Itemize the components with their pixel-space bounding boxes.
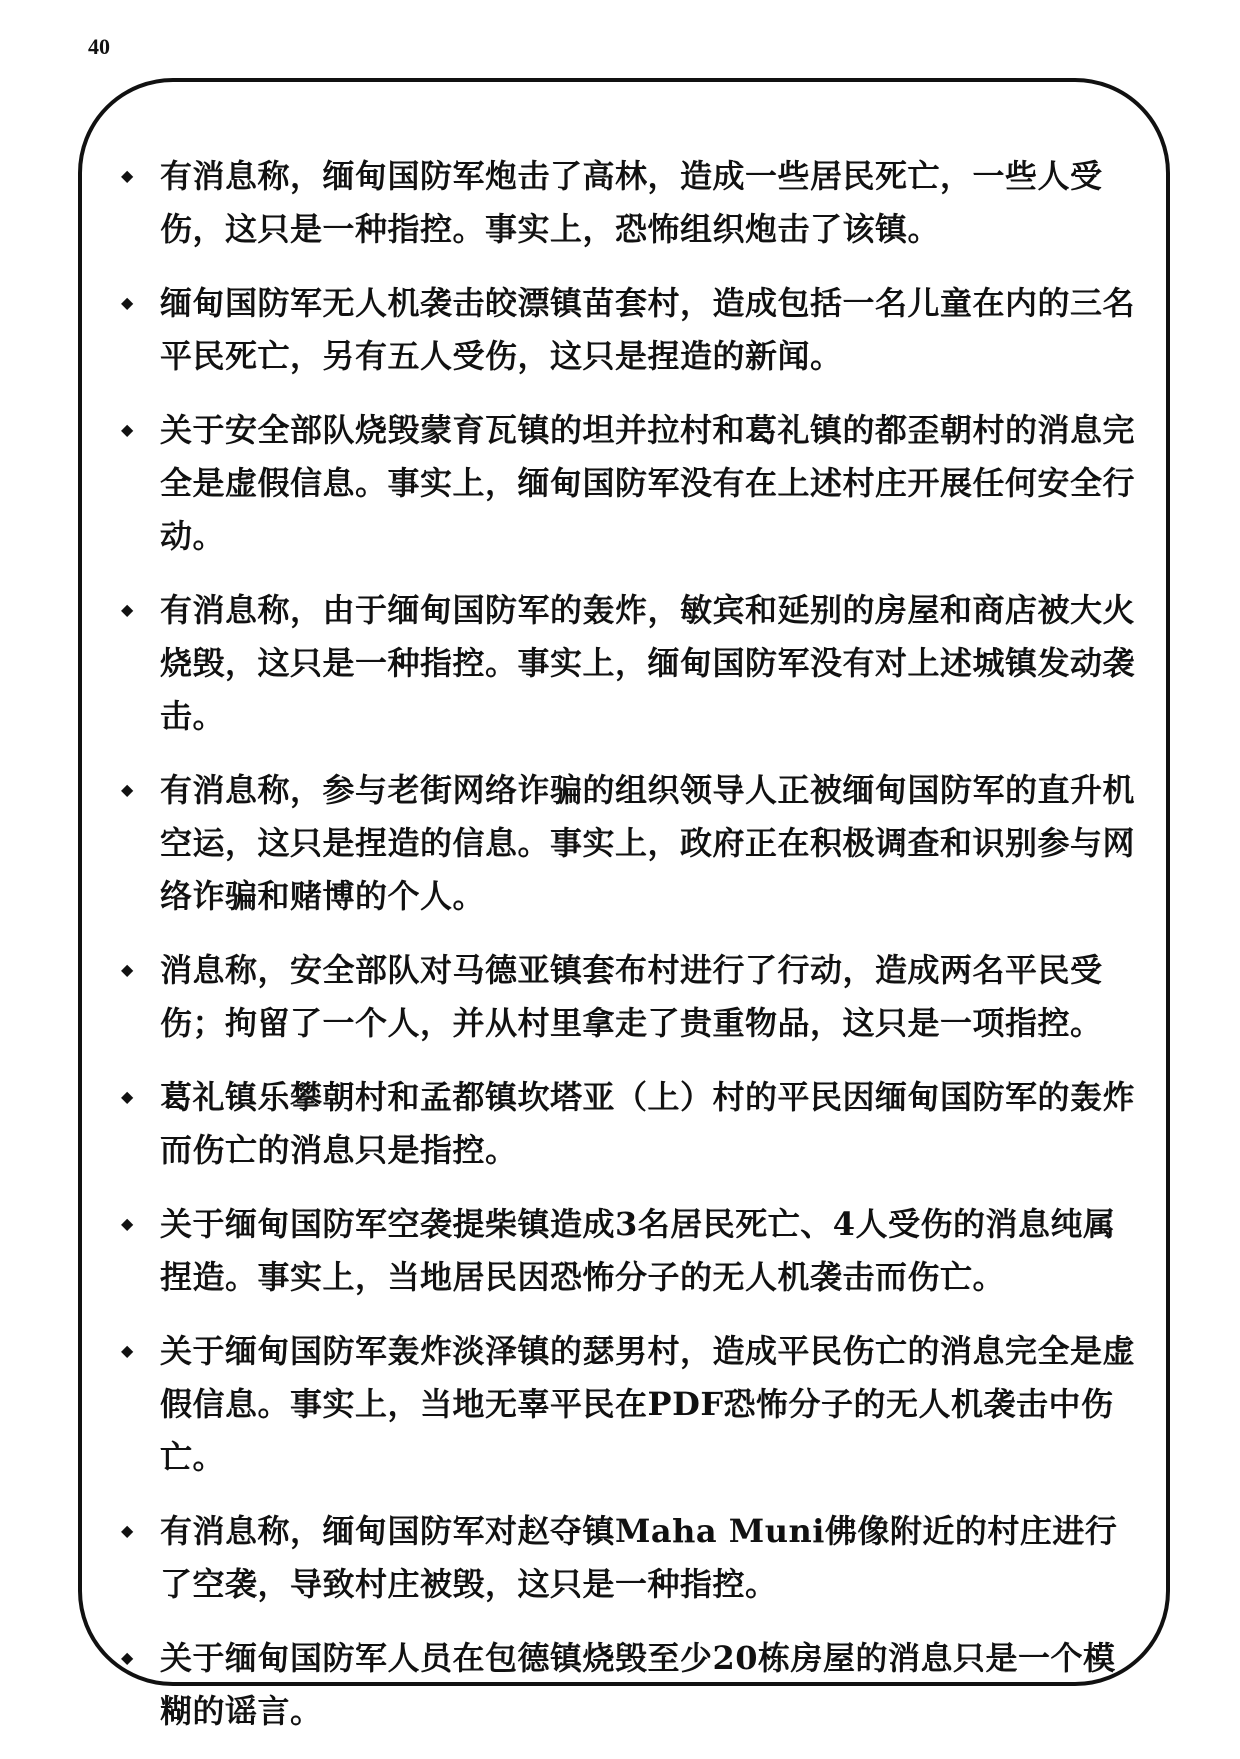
list-item-text: 有消息称，参与老街网络诈骗的组织领导人正被缅甸国防军的直升机空运，这只是捏造的信息。事实上，政府正在积极调查和识别参与网络诈骗和赌博的个人。 bbox=[160, 771, 1136, 915]
list-item bbox=[0, 1071, 1140, 1177]
list-item-text: 有消息称，缅甸国防军炮击了高林，造成一些居民死亡，一些人受伤，这只是一种指控。事实上，恐怖组织炮击了该镇。 bbox=[160, 157, 1103, 248]
list-item-text: 缅甸国防军无人机袭击皎漂镇苗套村，造成包括一名儿童在内的三名平民死亡，另有五人受伤，这只是捏造的新闻。 bbox=[160, 284, 1136, 375]
list-item bbox=[0, 404, 1140, 563]
diamond-bullet-icon: ◆ bbox=[121, 780, 134, 799]
diamond-bullet-icon: ◆ bbox=[121, 1214, 134, 1233]
list-item-text: 消息称，安全部队对马德亚镇套布村进行了行动，造成两名平民受伤；拘留了一个人，并从村里拿走了贵重物品，这只是一项指控。 bbox=[160, 951, 1103, 1042]
list-item bbox=[0, 150, 1140, 256]
list-item bbox=[0, 1325, 1140, 1484]
list-item-text: 关于安全部队烧毁蒙育瓦镇的坦并拉村和葛礼镇的都歪朝村的消息完全是虚假信息。事实上，缅甸国防军没有在上述村庄开展任何安全行动。 bbox=[160, 411, 1136, 555]
list-item bbox=[0, 944, 1140, 1050]
list-item-text: 有消息称，缅甸国防军对赵夺镇Maha Muni佛像附近的村庄进行了空袭，导致村庄被毁，这只是一种指控。 bbox=[160, 1512, 1118, 1603]
diamond-bullet-icon: ◆ bbox=[121, 1648, 134, 1667]
diamond-bullet-icon: ◆ bbox=[121, 600, 134, 619]
list-item bbox=[0, 1632, 1140, 1738]
list-item bbox=[0, 584, 1140, 743]
list-item-text: 葛礼镇乐攀朝村和孟都镇坎塔亚（上）村的平民因缅甸国防军的轰炸而伤亡的消息只是指控。 bbox=[160, 1078, 1136, 1169]
list-item bbox=[0, 1505, 1140, 1611]
list-item-text: 关于缅甸国防军轰炸淡泽镇的瑟男村，造成平民伤亡的消息完全是虚假信息。事实上，当地无辜平民在PDF恐怖分子的无人机袭击中伤亡。 bbox=[160, 1332, 1136, 1476]
list-item bbox=[0, 764, 1140, 923]
diamond-bullet-icon: ◆ bbox=[121, 420, 134, 439]
list-item-text: 关于缅甸国防军人员在包德镇烧毁至少20栋房屋的消息只是一个模糊的谣言。 bbox=[160, 1639, 1116, 1730]
list-item bbox=[0, 1198, 1140, 1304]
page-number: 40 bbox=[88, 34, 110, 59]
list-item bbox=[0, 277, 1140, 383]
bullet-list bbox=[0, 150, 1240, 1759]
diamond-bullet-icon: ◆ bbox=[121, 166, 134, 185]
diamond-bullet-icon: ◆ bbox=[121, 960, 134, 979]
list-item-text: 关于缅甸国防军空袭提柴镇造成3名居民死亡、4人受伤的消息纯属捏造。事实上，当地居民因恐怖分子的无人机袭击而伤亡。 bbox=[160, 1205, 1116, 1296]
diamond-bullet-icon: ◆ bbox=[121, 1521, 134, 1540]
list-item-text: 有消息称，由于缅甸国防军的轰炸，敏宾和延别的房屋和商店被大火烧毁，这只是一种指控。事实上，缅甸国防军没有对上述城镇发动袭击。 bbox=[160, 591, 1136, 735]
diamond-bullet-icon: ◆ bbox=[121, 1087, 134, 1106]
diamond-bullet-icon: ◆ bbox=[121, 293, 134, 312]
diamond-bullet-icon: ◆ bbox=[121, 1341, 134, 1360]
